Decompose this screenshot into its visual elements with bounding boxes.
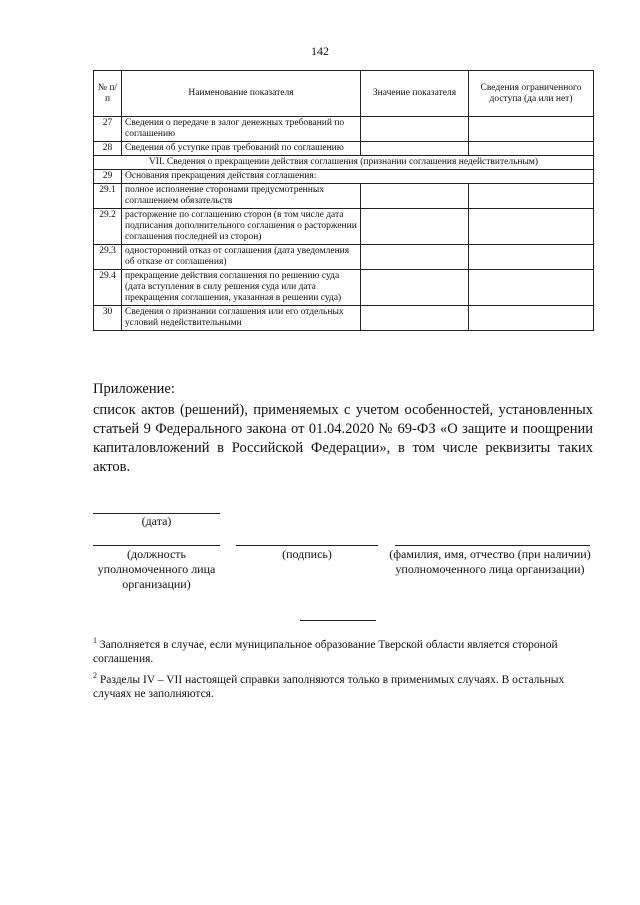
table-row [94, 184, 594, 209]
row-num: 27 [94, 117, 122, 142]
row-num: 28 [94, 142, 122, 156]
sign-caption: (подпись) [282, 547, 332, 561]
row-value-cell [361, 245, 469, 270]
header-restricted: Сведения ограниченного доступа (да или нет) [469, 71, 594, 117]
footnotes [93, 634, 593, 704]
row-restricted-cell [469, 270, 594, 306]
sign-line [236, 545, 378, 546]
row-name: Основания прекращения действия соглашения: [122, 170, 594, 184]
position-caption: (должность уполномоченного лица организации) [97, 547, 216, 591]
row-name: Сведения о признании соглашения или его отдельных условий недействительными [122, 306, 361, 331]
footnote-text: Разделы IV – VII настоящей справки заполняются только в применимых случаях. В остальных случаях не заполняются. [93, 673, 565, 700]
footnote-mark: 2 [93, 670, 97, 680]
footnote-text: Заполняется в случае, если муниципальное образование Тверской области является стороной соглашения. [93, 638, 558, 665]
row-num: 29.2 [94, 209, 122, 245]
table-row [94, 142, 594, 156]
appendix-title: Приложение: [93, 381, 175, 397]
header-value: Значение показателя [361, 71, 469, 117]
table-row [94, 306, 594, 331]
footnote-2 [93, 669, 593, 701]
row-num: 29.3 [94, 245, 122, 270]
row-name: прекращение действия соглашения по решению суда (дата вступления в силу решения суда или дата прекращения соглашения, указанная в решении суда) [122, 270, 361, 306]
row-num: 29 [94, 170, 122, 184]
header-name: Наименование показателя [122, 71, 361, 117]
row-value-cell [361, 209, 469, 245]
footnote-mark: 1 [93, 636, 97, 645]
row-value-cell [361, 270, 469, 306]
report-table [93, 70, 594, 331]
section-vii-title: VII. Сведения о прекращении действия соглашения (признании соглашения недействительным) [94, 156, 594, 170]
appendix-text: список актов (решений), применяемых с учетом особенностей, установленных статьей 9 Федерального закона от 01.04.2020 № 69-ФЗ «О защите и поощрении капиталовложений в Российской Федерации», в том числе реквизиты таких актов. [93, 402, 593, 475]
fio-line [395, 545, 590, 546]
row-value-cell [361, 142, 469, 156]
row-restricted-cell [469, 245, 594, 270]
row-num: 29.4 [94, 270, 122, 306]
page-number: 142 [311, 44, 329, 58]
section-row [94, 156, 594, 170]
row-num: 29.1 [94, 184, 122, 209]
fio-caption: (фамилия, имя, отчество (при наличии) уполномоченного лица организации) [389, 547, 591, 576]
table-row [94, 245, 594, 270]
table-header-row [94, 71, 594, 117]
row-restricted-cell [469, 209, 594, 245]
row-restricted-cell [469, 142, 594, 156]
row-name: расторжение по соглашению сторон (в том числе дата подписания дополнительного соглашения о расторжении соглашения последней из сторон) [122, 209, 361, 245]
row-name: односторонний отказ от соглашения (дата уведомления об отказе от соглашения) [122, 245, 361, 270]
row-restricted-cell [469, 184, 594, 209]
table-row [94, 270, 594, 306]
row-value-cell [361, 306, 469, 331]
row-name: полное исполнение сторонами предусмотренных соглашением обязательств [122, 184, 361, 209]
row-restricted-cell [469, 306, 594, 331]
date-caption: (дата) [141, 514, 172, 528]
row-name: Сведения о передаче в залог денежных требований по соглашению [122, 117, 361, 142]
row-restricted-cell [469, 117, 594, 142]
footnote-1 [93, 634, 593, 666]
row-value-cell [361, 117, 469, 142]
row-num: 30 [94, 306, 122, 331]
footnote-separator [300, 620, 376, 621]
position-line [93, 545, 220, 546]
row-name: Сведения об уступке прав требований по соглашению [122, 142, 361, 156]
table-row [94, 209, 594, 245]
row-value-cell [361, 184, 469, 209]
table-row [94, 170, 594, 184]
header-num: № п/п [94, 71, 122, 117]
table-row [94, 117, 594, 142]
